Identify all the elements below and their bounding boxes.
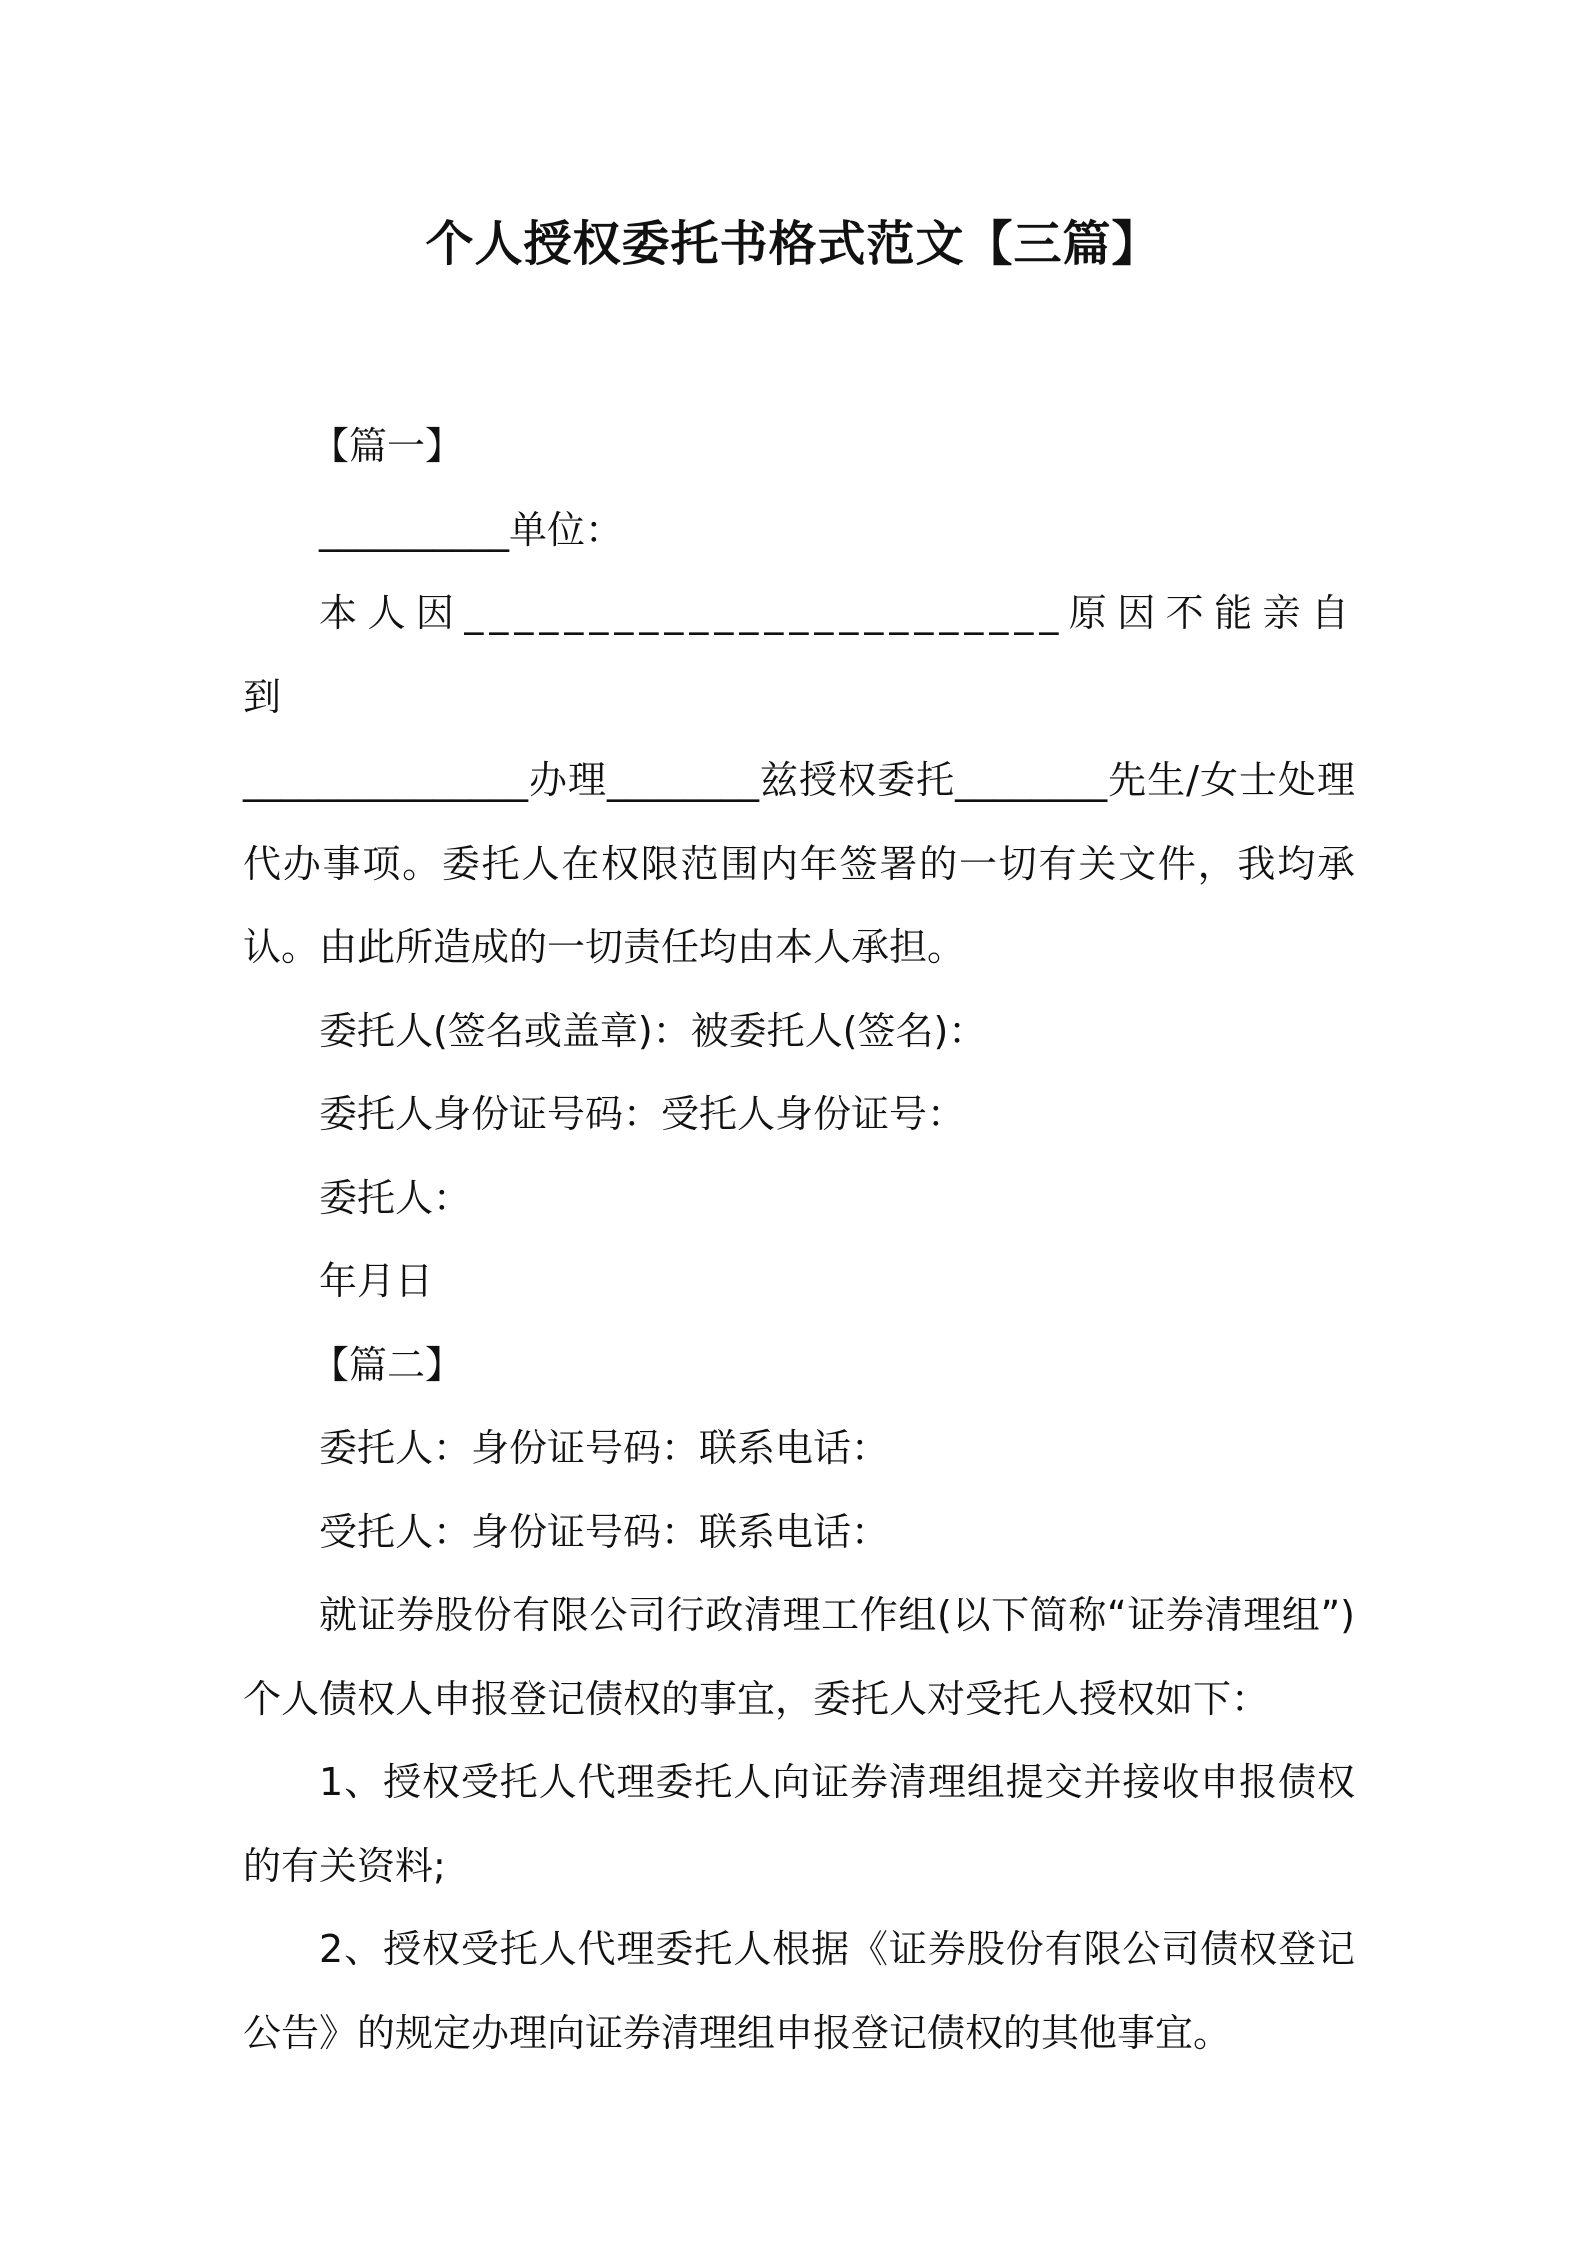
authorization-paragraph: _______________办理________兹授权委托________先生/女士处理代办事项。委托人在权限范围内年签署的一切有关文件，我均承认。由此所造成的一切责任均由本人承担。 bbox=[243, 758, 1355, 969]
agent-info-line: 受托人：身份证号码：联系电话： bbox=[319, 1509, 890, 1554]
principal-line: 委托人： bbox=[319, 1175, 472, 1220]
principal-info-line: 委托人：身份证号码：联系电话： bbox=[319, 1426, 890, 1470]
section-heading-1: 【篇一】 bbox=[311, 424, 464, 468]
id-number-line: 委托人身份证号码：受托人身份证号： bbox=[319, 1092, 966, 1136]
item-2-paragraph: 2、授权受托人代理委托人根据《证券股份有限公司债权登记公告》的规定办理向证券清理组申报登记债权的其他事宜。 bbox=[243, 1927, 1355, 2055]
signature-line: 委托人(签名或盖章)：被委托人(签名)： bbox=[319, 1008, 987, 1053]
unit-line: __________单位： bbox=[319, 507, 624, 552]
item-1-paragraph: 1、授权受托人代理委托人向证券清理组提交并接收申报债权的有关资料; bbox=[243, 1760, 1355, 1888]
document-body bbox=[243, 405, 1355, 2075]
matter-paragraph: 就证券股份有限公司行政清理工作组(以下简称“证券清理组”)个人债权人申报登记债权的事宜，委托人对受托人授权如下： bbox=[243, 1593, 1355, 1721]
document-title: 个人授权委托书格式范文【三篇】 bbox=[425, 216, 1161, 272]
date-line: 年月日 bbox=[319, 1259, 434, 1303]
reason-line: 本人因________________________原因不能亲自到 bbox=[243, 591, 1355, 719]
section-heading-2: 【篇二】 bbox=[311, 1342, 464, 1387]
